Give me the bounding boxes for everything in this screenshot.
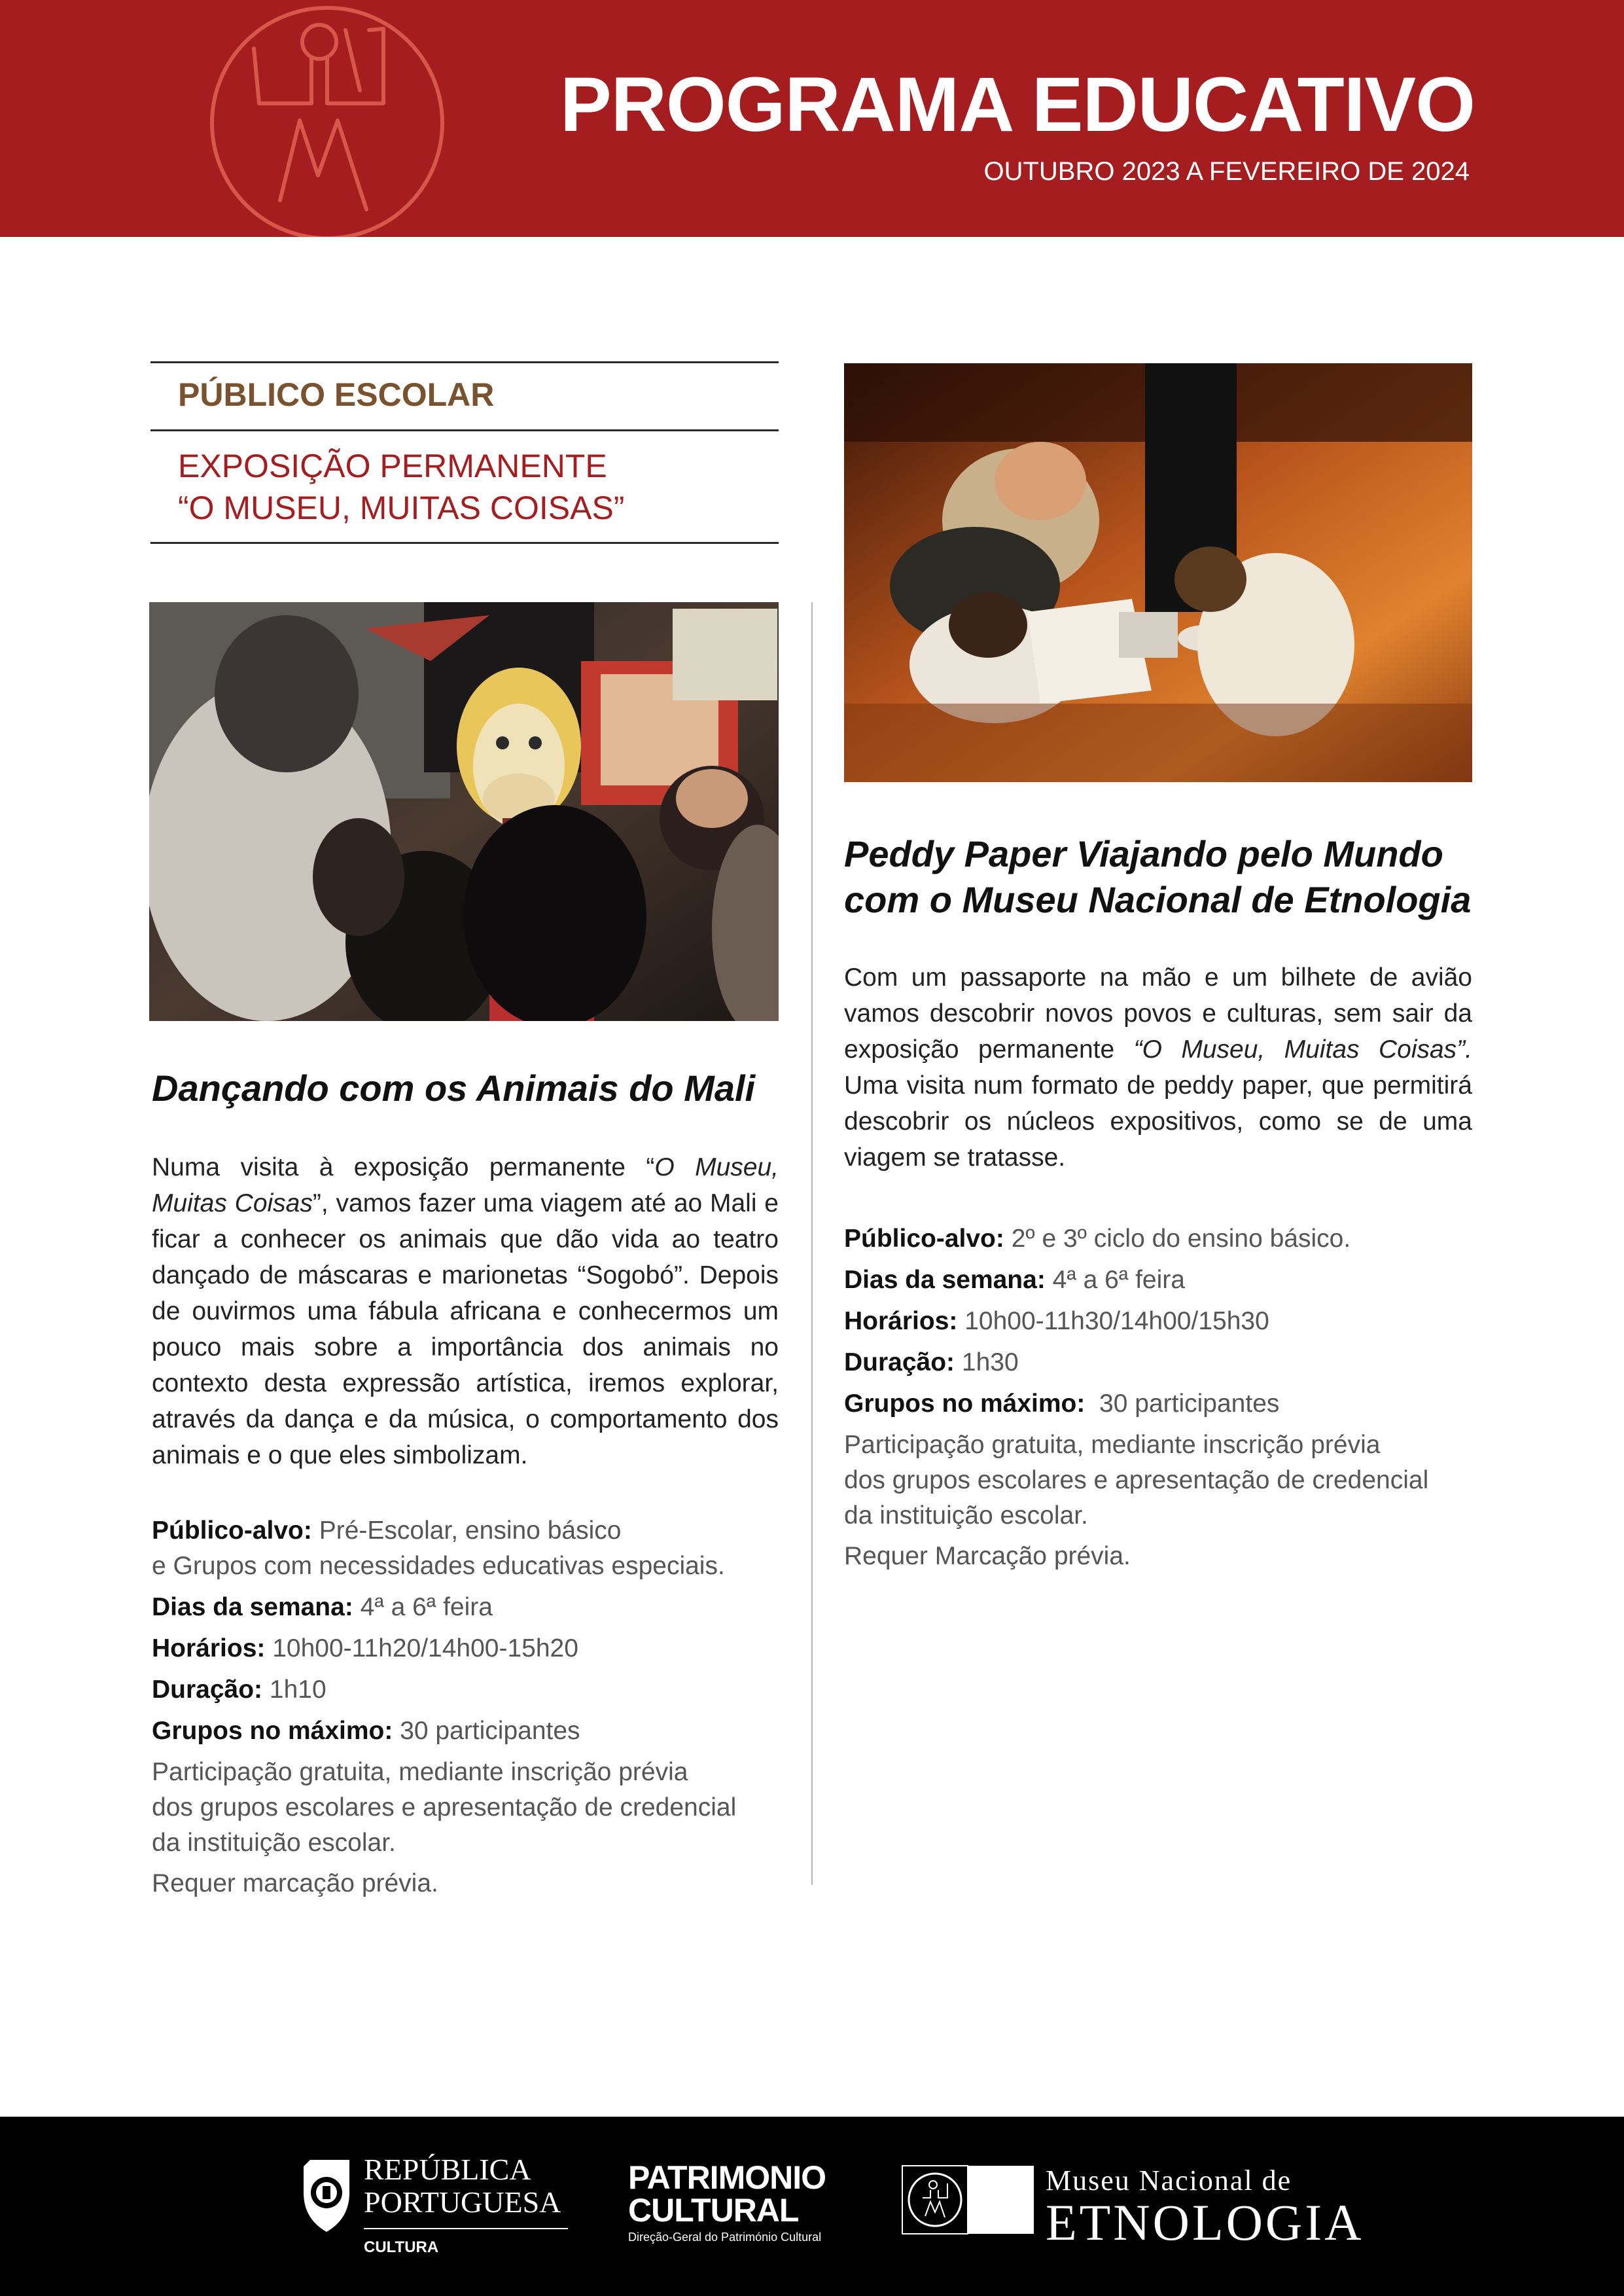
activity1-days: [152, 1590, 806, 1625]
activity2-days: [844, 1263, 1498, 1298]
activity2-note-line2: dos grupos escolares e apresentação de credencial: [844, 1466, 1429, 1494]
activity1-audience-value: Pré-Escolar, ensino básico: [311, 1516, 622, 1545]
museu-etnologia-logo: [902, 2164, 1364, 2251]
activity2-days-value: 4ª a 6ª feira: [1045, 1266, 1185, 1294]
republica-line2: PORTUGUESA: [364, 2185, 561, 2219]
activity1-duration-label: Duração:: [152, 1676, 263, 1704]
patrimonio-line1: PATRIMONIO: [628, 2159, 826, 2196]
exhibition-heading: [178, 445, 624, 529]
photo-peddy-paper: [844, 363, 1472, 782]
activity1-audience-label: Público-alvo:: [152, 1516, 312, 1545]
republica-portuguesa-logo: [297, 2153, 572, 2265]
activity1-title: [152, 1066, 755, 1111]
activity1-note-line2: dos grupos escolares e apresentação de credencial: [152, 1793, 737, 1821]
activity2-title-line1: Peddy Paper Viajando pelo Mundo: [844, 833, 1443, 874]
activity1-groups-value: 30 participantes: [393, 1717, 580, 1745]
activity2-hours-value: 10h00-11h30/14h00/15h30: [957, 1307, 1269, 1335]
activity1-desc-part1: Numa visita à exposição permanente “: [152, 1153, 655, 1181]
activity2-days-label: Dias da semana:: [844, 1266, 1046, 1294]
activity2-groups-value: 30 participantes: [1085, 1390, 1280, 1418]
activity2-audience-label: Público-alvo:: [844, 1225, 1004, 1253]
divider-middle: [150, 429, 779, 431]
page-title: PROGRAMA EDUCATIVO: [560, 62, 1475, 148]
activity2-description: [844, 960, 1472, 1175]
activity2-note-line3: da instituição escolar.: [844, 1501, 1088, 1530]
patrimonio-cultural-logo: [628, 2161, 826, 2244]
activity1-info: [152, 1513, 806, 1901]
activity2-info: [844, 1221, 1498, 1574]
activity2-desc-emphasis: “O Museu, Muitas Coisas”.: [1133, 1035, 1472, 1064]
museu-wordmark: [1046, 2165, 1364, 2249]
activity1-desc-part2: ”, vamos fazer uma viagem até ao Mali e ficar a conhecer os animais que dão vida ao teatro dançado de máscaras e marionetas “Sogobó”. Depois de ouvirmos uma fábula africana e conhecermos um pouco mais sobre a importância dos animais no contexto desta expressão artística, iremos explorar, através da dança e da música, o comportamento dos animais e o que eles simbolizam.: [152, 1189, 779, 1469]
museu-line2: ETNOLOGIA: [1046, 2194, 1364, 2251]
republica-cultura: CULTURA: [364, 2238, 439, 2256]
activity2-booking: Requer Marcação prévia.: [844, 1542, 1131, 1570]
museu-emblem-icon: [902, 2165, 1035, 2234]
activity2-note: [844, 1427, 1498, 1534]
republica-emblem-icon: [297, 2153, 356, 2238]
column-divider: [811, 602, 813, 1885]
activity2-audience: [844, 1221, 1498, 1257]
activity1-days-value: 4ª a 6ª feira: [353, 1593, 493, 1621]
activity1-booking: Requer marcação prévia.: [152, 1869, 438, 1897]
activity1-days-label: Dias da semana:: [152, 1593, 353, 1621]
activity2-title-line2: com o Museu Nacional de Etnologia: [844, 879, 1472, 920]
activity1-description: [152, 1149, 779, 1473]
activity2-title: [844, 831, 1471, 923]
activity2-audience-value: 2º e 3º ciclo do ensino básico.: [1004, 1225, 1351, 1253]
footer-bar: [0, 2117, 1624, 2296]
activity2-desc-part1: Com um passaporte na mão e um bilhete de avião vamos descobrir novos povos e culturas, sem sair da exposição permanente: [844, 963, 1472, 1064]
activity2-duration-value: 1h30: [955, 1348, 1019, 1376]
activity2-hours-label: Horários:: [844, 1307, 958, 1335]
activity2-duration-label: Duração:: [844, 1348, 955, 1376]
activity1-note-line1: Participação gratuita, mediante inscrição prévia: [152, 1758, 688, 1786]
activity1-note-line3: da instituição escolar.: [152, 1829, 396, 1857]
museum-figure-logo-icon: [208, 4, 446, 237]
activity1-hours-value: 10h00-11h20/14h00-15h20: [265, 1634, 578, 1662]
activity1-note: [152, 1755, 806, 1861]
audience-heading: PÚBLICO ESCOLAR: [178, 376, 495, 413]
activity1-hours-label: Horários:: [152, 1634, 266, 1662]
activity1-audience: [152, 1513, 806, 1549]
museu-line1: Museu Nacional de: [1046, 2164, 1292, 2197]
activity1-audience-extra: e Grupos com necessidades educativas especiais.: [152, 1552, 725, 1580]
republica-underline: [364, 2228, 568, 2229]
page-subtitle-period: OUTUBRO 2023 A FEVEREIRO DE 2024: [983, 157, 1470, 186]
activity1-groups: [152, 1713, 806, 1749]
activity1-groups-label: Grupos no máximo:: [152, 1717, 393, 1745]
activity1-title-text: Dançando com os Animais do Mali: [152, 1067, 756, 1109]
divider-bottom: [150, 542, 779, 544]
activity2-groups: [844, 1386, 1498, 1422]
patrimonio-subtitle: Direção-Geral do Património Cultural: [628, 2231, 822, 2244]
activity2-desc-part2: Uma visita num formato de peddy paper, que permitirá descobrir os núcleos expositivos, como se de uma viagem se tratasse.: [844, 1071, 1472, 1172]
patrimonio-line2: CULTURAL: [628, 2192, 799, 2229]
activity1-duration: [152, 1672, 806, 1708]
divider-top: [150, 361, 779, 363]
activity1-duration-value: 1h10: [262, 1676, 327, 1704]
activity2-duration: [844, 1345, 1498, 1380]
activity2-groups-label: Grupos no máximo:: [844, 1390, 1086, 1418]
exhibition-heading-line2: “O MUSEU, MUITAS COISAS”: [178, 490, 625, 526]
activity2-hours: [844, 1304, 1498, 1339]
activity1-desc-emphasis: O Museu, Muitas Coisas: [152, 1153, 779, 1217]
photo-puppet-show: [149, 602, 779, 1021]
republica-line1: REPÚBLICA: [364, 2153, 531, 2186]
republica-wordmark: [364, 2153, 561, 2219]
activity2-note-line1: Participação gratuita, mediante inscrição prévia: [844, 1431, 1381, 1459]
activity1-hours: [152, 1631, 806, 1666]
exhibition-heading-line1: EXPOSIÇÃO PERMANENTE: [178, 448, 607, 484]
header-banner: [0, 0, 1624, 237]
